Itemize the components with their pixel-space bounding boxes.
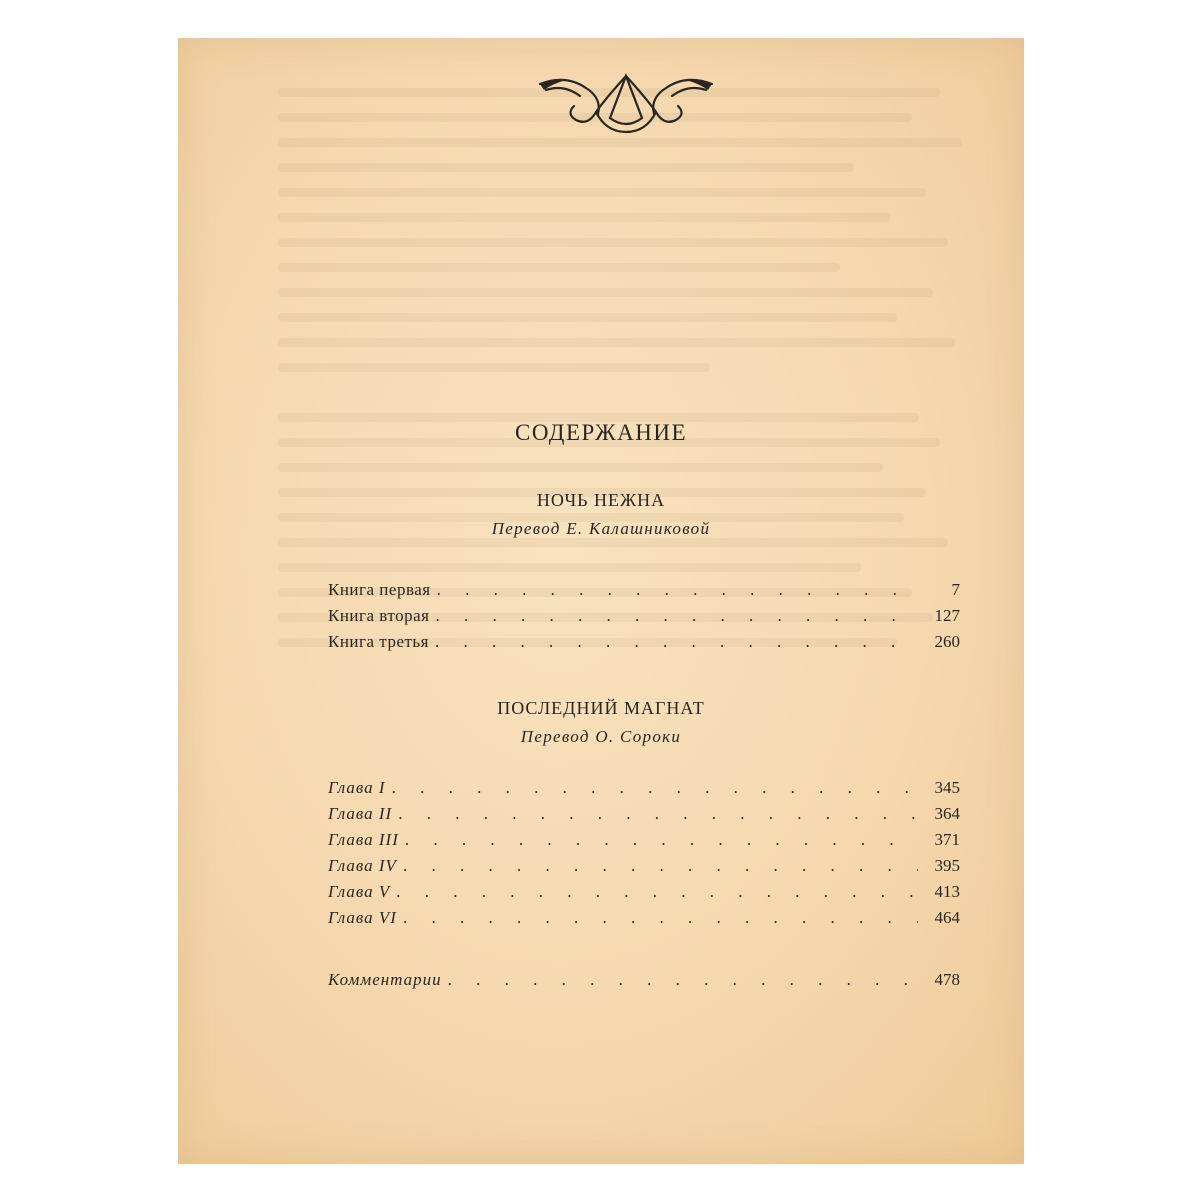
toc-entry-label: Глава IV	[328, 856, 397, 875]
toc-section-2	[328, 778, 960, 934]
toc-entry-label: Книга вторая	[328, 606, 430, 625]
toc-entry-page: 371	[934, 830, 960, 849]
toc-entry-page: 127	[934, 606, 960, 625]
toc-leader-dots	[403, 908, 918, 928]
toc-entry-label: Глава V	[328, 882, 391, 901]
toc-leader-dots	[435, 606, 918, 626]
toc-entry-page: 7	[951, 580, 960, 599]
toc-entry-label: Комментарии	[328, 970, 442, 989]
toc-entry-label: Глава I	[328, 778, 386, 797]
toc-leader-dots	[435, 632, 918, 652]
toc-entry[interactable]	[328, 778, 960, 804]
toc-entry-commentary[interactable]	[328, 970, 960, 996]
toc-entry-page: 260	[934, 632, 960, 651]
toc-leader-dots	[437, 580, 918, 600]
toc-leader-dots	[398, 804, 918, 824]
toc-entry-page: 395	[934, 856, 960, 875]
toc-entry[interactable]	[328, 856, 960, 882]
toc-entry[interactable]	[328, 908, 960, 934]
toc-entry-page: 345	[934, 778, 960, 797]
toc-entry[interactable]	[328, 580, 960, 606]
toc-leader-dots	[392, 778, 918, 798]
toc-entry-page: 464	[934, 908, 960, 927]
toc-entry[interactable]	[328, 632, 960, 658]
toc-entry-page: 413	[934, 882, 960, 901]
translator-soroka: Перевод О. Сороки	[520, 727, 682, 746]
work-title-tender-is-the-night: НОЧЬ НЕЖНА	[536, 490, 666, 510]
book-page	[178, 38, 1024, 1164]
toc-entry[interactable]	[328, 882, 960, 908]
toc-entry[interactable]	[328, 606, 960, 632]
toc-entry[interactable]	[328, 804, 960, 830]
toc-entry-page: 364	[934, 804, 960, 823]
toc-entry-label: Глава VI	[328, 908, 397, 927]
work-title-last-tycoon: ПОСЛЕДНИЙ МАГНАТ	[497, 698, 705, 718]
toc-leader-dots	[396, 882, 918, 902]
toc-leader-dots	[403, 856, 918, 876]
toc-leader-dots	[405, 830, 918, 850]
toc-section-commentary	[328, 970, 960, 996]
toc-entry-label: Книга первая	[328, 580, 431, 599]
ornament-icon	[536, 68, 716, 138]
toc-leader-dots	[448, 970, 918, 990]
contents-title: СОДЕРЖАНИЕ	[514, 420, 687, 445]
toc-section-1	[328, 580, 960, 658]
toc-entry[interactable]	[328, 830, 960, 856]
toc-entry-label: Глава II	[328, 804, 393, 823]
toc-entry-page: 478	[934, 970, 960, 989]
translator-kalashnikova: Перевод Е. Калашниковой	[491, 519, 711, 538]
toc-entry-label: Глава III	[328, 830, 399, 849]
toc-entry-label: Книга третья	[328, 632, 429, 651]
